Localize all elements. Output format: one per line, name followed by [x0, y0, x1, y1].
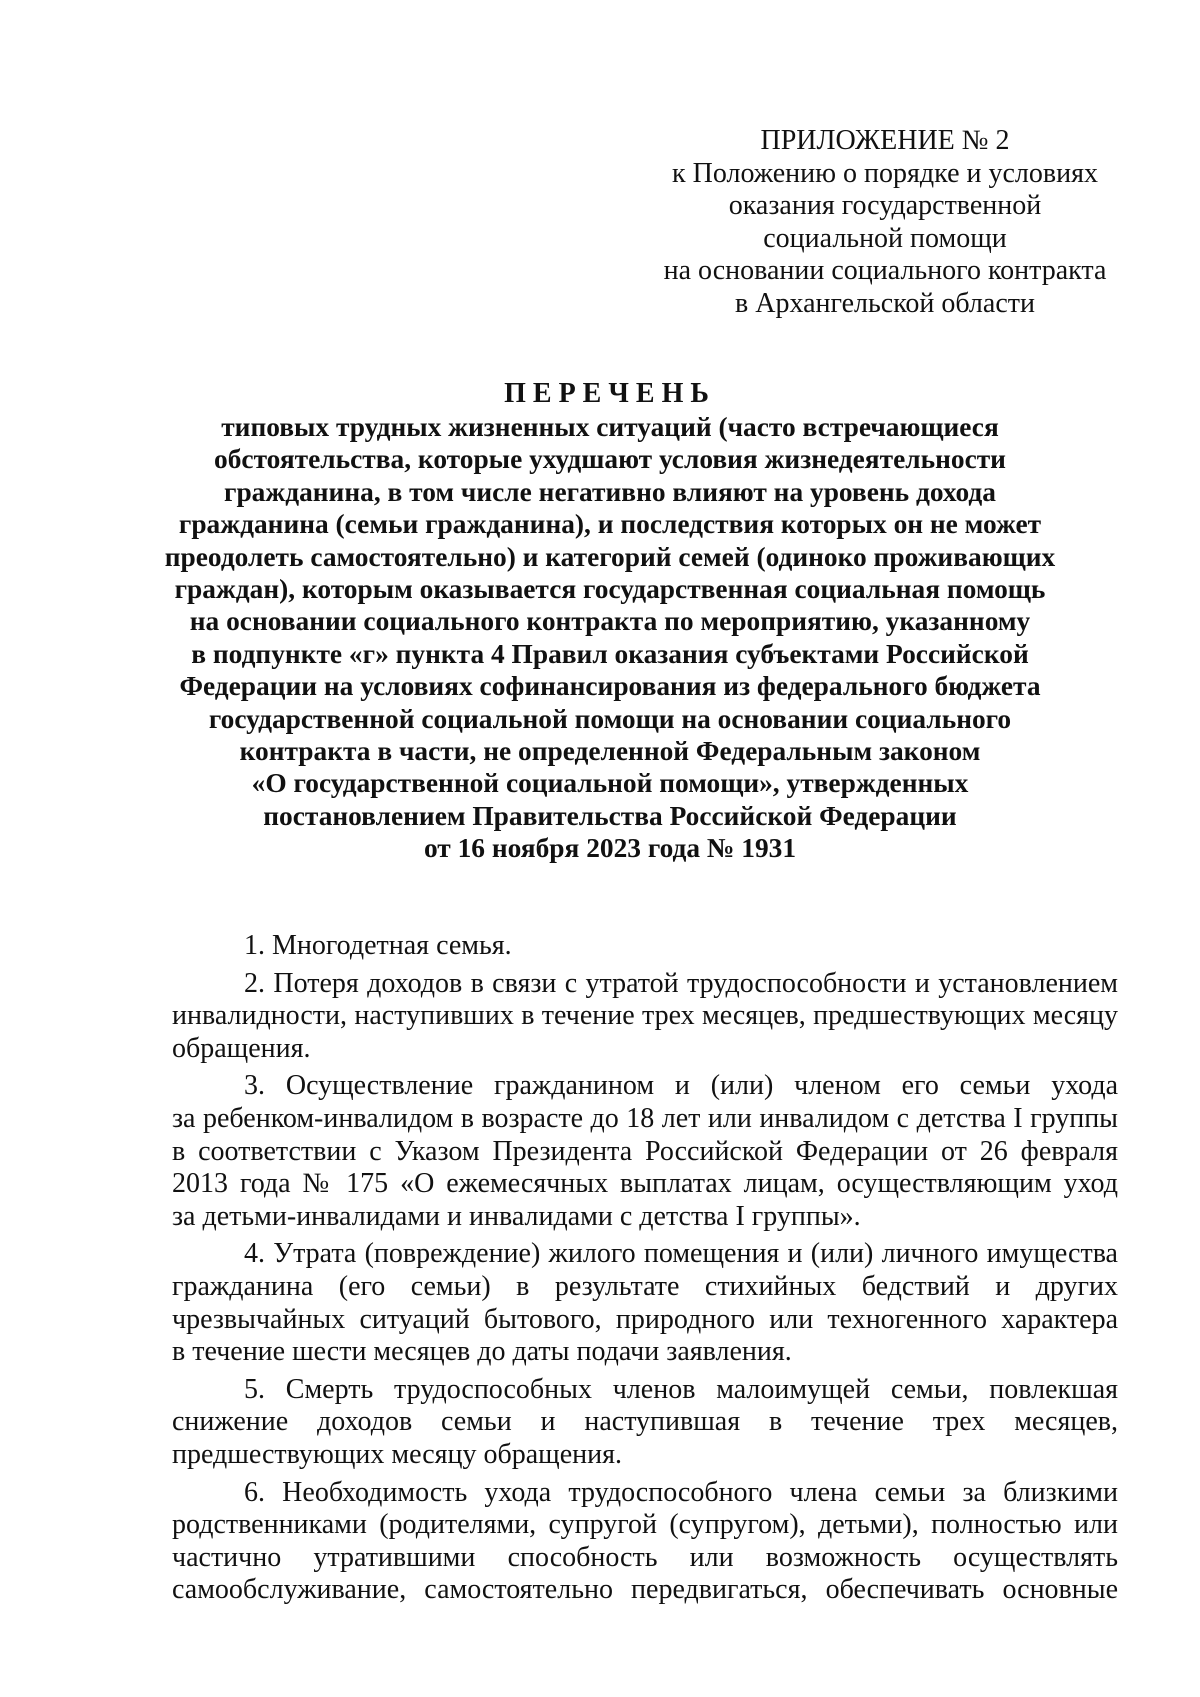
item-line: 1. Многодетная семья.: [244, 930, 512, 961]
title-line: преодолеть самостоятельно) и категорий семей (одиноко проживающих: [164, 541, 1056, 572]
item-line: за детьми-инвалидами и инвалидами с детства I группы».: [172, 1200, 861, 1232]
appendix-line: в Архангельской области: [735, 287, 1035, 319]
item-line: инвалидности, наступивших в течение трех месяцев, предшествующих месяцу: [172, 1000, 1118, 1032]
appendix-line: ПРИЛОЖЕНИЕ № 2: [760, 125, 1010, 156]
title-line: на основании социального контракта по мероприятию, указанному: [189, 606, 1031, 637]
item-line: 4. Утрата (повреждение) жилого помещения и (или) личного имущества: [244, 1238, 1118, 1270]
list-item: [172, 968, 1118, 1066]
appendix-header: [640, 125, 1130, 321]
item-line: 2013 года № 175 «О ежемесячных выплатах лицам, осуществляющим уход: [172, 1168, 1118, 1200]
item-line: предшествующих месяцу обращения.: [172, 1438, 623, 1470]
item-line: частично утратившими способность или возможность осуществлять: [172, 1541, 1118, 1573]
item-line: в течение шести месяцев до даты подачи заявления.: [172, 1336, 792, 1368]
list-item: [172, 1477, 1118, 1607]
title-line: Федерации на условиях софинансирования из федерального бюджета: [179, 671, 1041, 702]
item-line: за ребенком-инвалидом в возрасте до 18 лет или инвалидом с детства I группы: [172, 1102, 1118, 1134]
item-line: в соответствии с Указом Президента Российской Федерации от 26 февраля: [172, 1135, 1118, 1167]
item-line: 6. Необходимость ухода трудоспособного члена семьи за близкими: [244, 1476, 1118, 1508]
item-line: гражданина (его семьи) в результате стихийных бедствий и других: [172, 1270, 1118, 1302]
appendix-line: социальной помощи: [763, 222, 1007, 254]
title-line: гражданина, в том числе негативно влияют на уровень дохода: [224, 476, 996, 507]
title-line: от 16 ноября 2023 года № 1931: [423, 833, 797, 864]
title-line: граждан), которым оказывается государственная социальная помощь: [174, 574, 1046, 605]
title-line: контракта в части, не определенной Федеральным законом: [239, 736, 981, 767]
document-title: [140, 378, 1080, 865]
item-line: обращения.: [172, 1032, 311, 1064]
item-line: 3. Осуществление гражданином и (или) членом его семьи ухода: [244, 1070, 1118, 1102]
item-line: 5. Смерть трудоспособных членов малоимущей семьи, повлекшая: [244, 1373, 1118, 1405]
list-item: [172, 1374, 1118, 1472]
list-item: [172, 930, 1118, 963]
appendix-line: на основании социального контракта: [663, 255, 1107, 287]
item-line: чрезвычайных ситуаций бытового, природного или техногенного характера: [172, 1303, 1118, 1335]
list-item: [172, 1070, 1118, 1233]
item-line: снижение доходов семьи и наступившая в течение трех месяцев,: [172, 1406, 1118, 1438]
item-line: 2. Потеря доходов в связи с утратой трудоспособности и установлением: [244, 967, 1118, 999]
title-line: «О государственной социальной помощи», утвержденных: [251, 768, 969, 799]
item-line: родственниками (родителями, супругой (супругом), детьми), полностью или: [172, 1509, 1118, 1541]
title-line: в подпункте «г» пункта 4 Правил оказания субъектами Российской: [191, 638, 1029, 669]
situations-list: [172, 930, 1118, 1612]
appendix-line: к Положению о порядке и условиях: [672, 157, 1098, 189]
title-heading: ПЕРЕЧЕНЬ: [504, 378, 716, 409]
title-line: постановлением Правительства Российской Федерации: [263, 800, 957, 831]
appendix-line: оказания государственной: [728, 190, 1042, 222]
title-line: обстоятельства, которые ухудшают условия жизнедеятельности: [214, 444, 1006, 475]
title-line: гражданина (семьи гражданина), и последствия которых он не может: [178, 509, 1042, 540]
title-line: государственной социальной помощи на основании социального: [208, 703, 1012, 734]
title-line: типовых трудных жизненных ситуаций (часто встречающиеся: [221, 412, 999, 442]
list-item: [172, 1238, 1118, 1368]
item-line: самообслуживание, самостоятельно передвигаться, обеспечивать основные: [172, 1574, 1118, 1606]
